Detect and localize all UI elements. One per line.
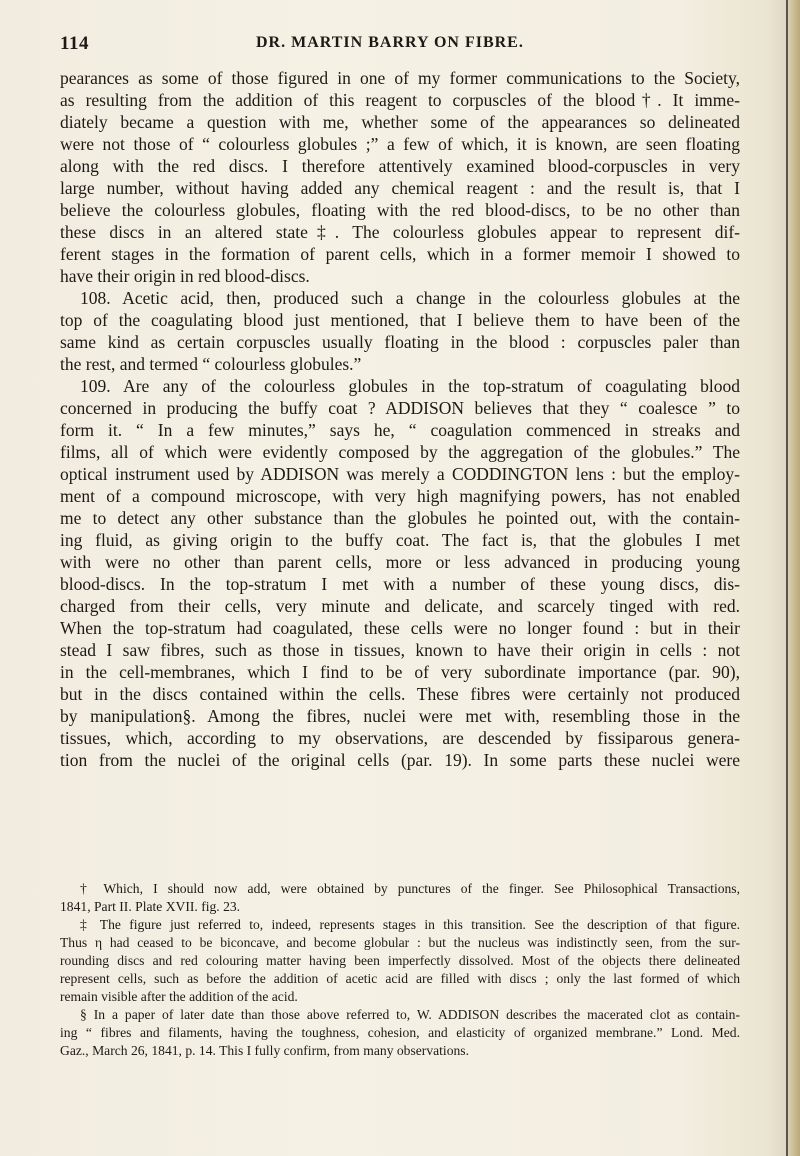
text-line: films, all of which were evidently composed by the aggregation of the globules.” The xyxy=(60,442,740,462)
text-line: tissues, which, according to my observations, are descended by fissiparous genera- xyxy=(60,728,740,748)
text-line: concerned in producing the buffy coat ? ADDISON believes that they “ coalesce ” to xyxy=(60,398,740,418)
text-line: in the cell-membranes, which I find to be of very subordinate importance (par. 90), xyxy=(60,662,740,682)
text-line: believe the colourless globules, floating with the red blood-discs, to be no other than xyxy=(60,200,740,220)
text-line: ment of a compound microscope, with very high magnifying powers, has not enabled xyxy=(60,486,740,506)
text-line: with were no other than parent cells, more or less advanced in producing young xyxy=(60,552,740,572)
text-line: optical instrument used by ADDISON was merely a CODDINGTON lens : but the employ- xyxy=(60,464,740,484)
footnote-line: 1841, Part II. Plate XVII. fig. 23. xyxy=(60,899,241,914)
text-line: as resulting from the addition of this reagent to corpuscles of the blood†. It imme- xyxy=(60,90,740,110)
text-line: charged from their cells, very minute and delicate, and scarcely tinged with red. xyxy=(60,596,740,616)
text-line: the rest, and termed “ colourless globules.” xyxy=(60,354,362,374)
footnote-line: ing “ fibres and filaments, having the toughness, cohesion, and elasticity of organized membrane.” Lond. Med. xyxy=(60,1025,740,1040)
text-line: blood-discs. In the top-stratum I met with a number of these young discs, dis- xyxy=(60,574,740,594)
footnote-line: Gaz., March 26, 1841, p. 14. This I fully confirm, from many observations. xyxy=(60,1043,469,1058)
page-edge-line xyxy=(786,0,788,1156)
text-line: stead I saw fibres, such as those in tissues, known to have their origin in cells : not xyxy=(60,640,740,660)
text-line: were not those of “ colourless globules ;” a few of which, it is known, are seen floating xyxy=(60,134,740,154)
footnote-line: Thus η had ceased to be biconcave, and become globular : but the nucleus was indistinctly seen, from the sur- xyxy=(60,935,740,950)
text-line: by manipulation§. Among the fibres, nuclei were met with, resembling those in the xyxy=(60,706,740,726)
page-header xyxy=(60,33,740,57)
text-line: me to detect any other substance than the globules he pointed out, with the contain- xyxy=(60,508,740,528)
text-line: top of the coagulating blood just mentioned, that I believe them to have been of the xyxy=(60,310,740,330)
page-number: 114 xyxy=(60,33,89,54)
paragraph-109-start: 109. Are any of the colourless globules in the top-stratum of coagulating blood xyxy=(80,376,740,396)
text-line: large number, without having added any chemical reagent : and the result is, that I xyxy=(60,178,740,198)
footnote-section: § In a paper of later date than those above referred to, W. ADDISON describes the macerated clot as contain- xyxy=(80,1007,740,1022)
text-line: tion from the nuclei of the original cells (par. 19). In some parts these nuclei were xyxy=(60,750,740,770)
running-title: DR. MARTIN BARRY ON FIBRE. xyxy=(256,34,524,51)
footnote-double-dagger: ‡ The figure just referred to, indeed, represents stages in this transition. See the description of that figure. xyxy=(80,917,740,932)
text-line: When the top-stratum had coagulated, these cells were no longer found : but in their xyxy=(60,618,740,638)
footnotes xyxy=(60,880,740,1060)
footnote-dagger: † Which, I should now add, were obtained by punctures of the finger. See Philosophical Transactions, xyxy=(80,881,740,896)
text-line: but in the discs contained within the cells. These fibres were certainly not produced xyxy=(60,684,740,704)
page-edge-shadow xyxy=(786,0,800,1156)
text-line: have their origin in red blood-discs. xyxy=(60,266,310,286)
text-line: these discs in an altered state‡. The colourless globules appear to represent dif- xyxy=(60,222,740,242)
footnote-line: remain visible after the addition of the acid. xyxy=(60,989,298,1004)
text-line: ing fluid, as giving origin to the buffy coat. The fact is, that the globules I met xyxy=(60,530,740,550)
text-line: diately became a question with me, whether some of the appearances so delineated xyxy=(60,112,740,132)
footnote-line: represent cells, such as before the addition of acetic acid are filled with discs ; only the last formed of which xyxy=(60,971,740,986)
text-line: form it. “ In a few minutes,” says he, “ coagulation commenced in streaks and xyxy=(60,420,740,440)
text-line: along with the red discs. I therefore attentively examined blood-corpuscles in very xyxy=(60,156,740,176)
body-text xyxy=(60,67,740,771)
text-line: same kind as certain corpuscles usually floating in the blood : corpuscles paler than xyxy=(60,332,740,352)
footnote-line: rounding discs and red colouring matter having been imperfectly dissolved. Most of the objects there delineated xyxy=(60,953,740,968)
text-line: ferent stages in the formation of parent cells, which in a former memoir I showed to xyxy=(60,244,740,264)
text-line: pearances as some of those figured in one of my former communications to the Society, xyxy=(60,68,740,88)
paragraph-108-start: 108. Acetic acid, then, produced such a change in the colourless globules at the xyxy=(80,288,740,308)
